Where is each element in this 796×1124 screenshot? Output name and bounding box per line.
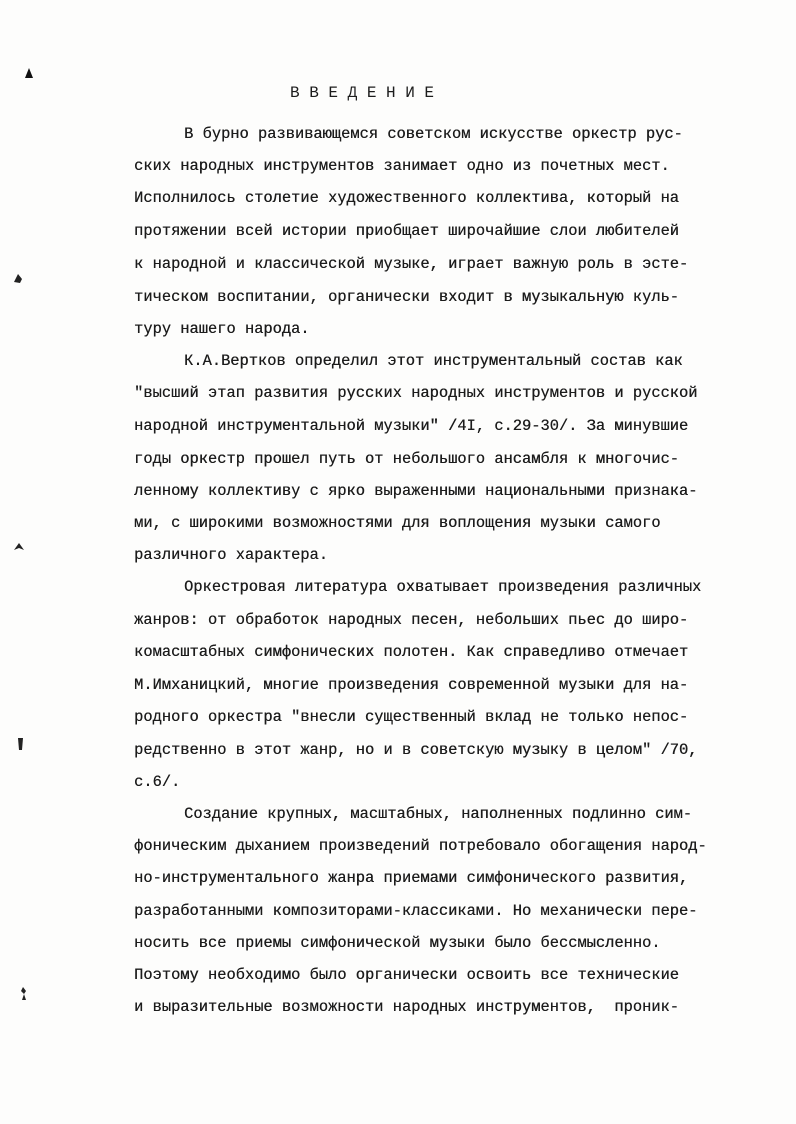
text-line: Оркестровая литература охватывает произведения различных <box>184 578 702 596</box>
text-line: ских народных инструментов занимает одно из почетных мест. <box>134 157 670 175</box>
text-line: комасштабных симфонических полотен. Как справедливо отмечает <box>134 643 689 661</box>
page-title: В В Е Д Е Н И Е <box>290 84 435 102</box>
text-line: и выразительные возможности народных инструментов, проник- <box>134 998 679 1016</box>
text-line: ми, с широкими возможностями для воплощения музыки самого <box>134 514 661 532</box>
text-line: разработанными композиторами-классиками. Но механически пере- <box>134 902 698 920</box>
text-line: Исполнилось столетие художественного коллектива, который на <box>134 189 679 207</box>
scan-artifact-icon <box>14 736 28 752</box>
text-line: тическом воспитании, органически входит в музыкальную куль- <box>134 288 679 306</box>
text-line: но-инструментального жанра приемами симфонического развития, <box>134 869 689 887</box>
text-line: носить все приемы симфонической музыки было бессмысленно. <box>134 934 661 952</box>
text-line: жанров: от обработок народных песен, небольших пьес до широ- <box>134 611 689 629</box>
text-line: родного оркестра "внесли существенный вклад не только непос- <box>134 708 689 726</box>
scan-artifact-icon <box>12 271 26 285</box>
text-line: М.Имханицкий, многие произведения современной музыки для на- <box>134 676 689 694</box>
text-line: народной инструментальной музыки" /4I, с.29-30/. За минувшие <box>134 417 689 435</box>
scan-artifact-icon <box>12 540 26 554</box>
text-line: В бурно развивающемся советском искусстве оркестр рус- <box>184 125 683 143</box>
text-line: Создание крупных, масштабных, наполненных подлинно сим- <box>184 805 692 823</box>
scan-artifact-icon <box>18 986 30 1002</box>
text-line: Поэтому необходимо было органически освоить все технические <box>134 966 679 984</box>
text-line: К.А.Вертков определил этот инструментальный состав как <box>184 352 683 370</box>
text-line: туру нашего народа. <box>134 320 310 338</box>
text-line: различного характера. <box>134 546 328 564</box>
text-line: годы оркестр прошел путь от небольшого ансамбля к многочис- <box>134 450 679 468</box>
text-line: протяжении всей истории приобщает широчайшие слои любителей <box>134 222 679 240</box>
text-line: редственно в этот жанр, но и в советскую музыку в целом" /70, <box>134 741 698 759</box>
text-line: к народной и классической музыке, играет важную роль в эсте- <box>134 255 689 273</box>
text-line: "высший этап развития русских народных инструментов и русской <box>134 384 698 402</box>
text-line: с.6/. <box>134 773 181 791</box>
text-line: фоническим дыханием произведений потребовало обогащения народ- <box>134 837 707 855</box>
scan-artifact-icon <box>22 66 36 80</box>
text-line: ленному коллективу с ярко выраженными национальными признака- <box>134 482 698 500</box>
